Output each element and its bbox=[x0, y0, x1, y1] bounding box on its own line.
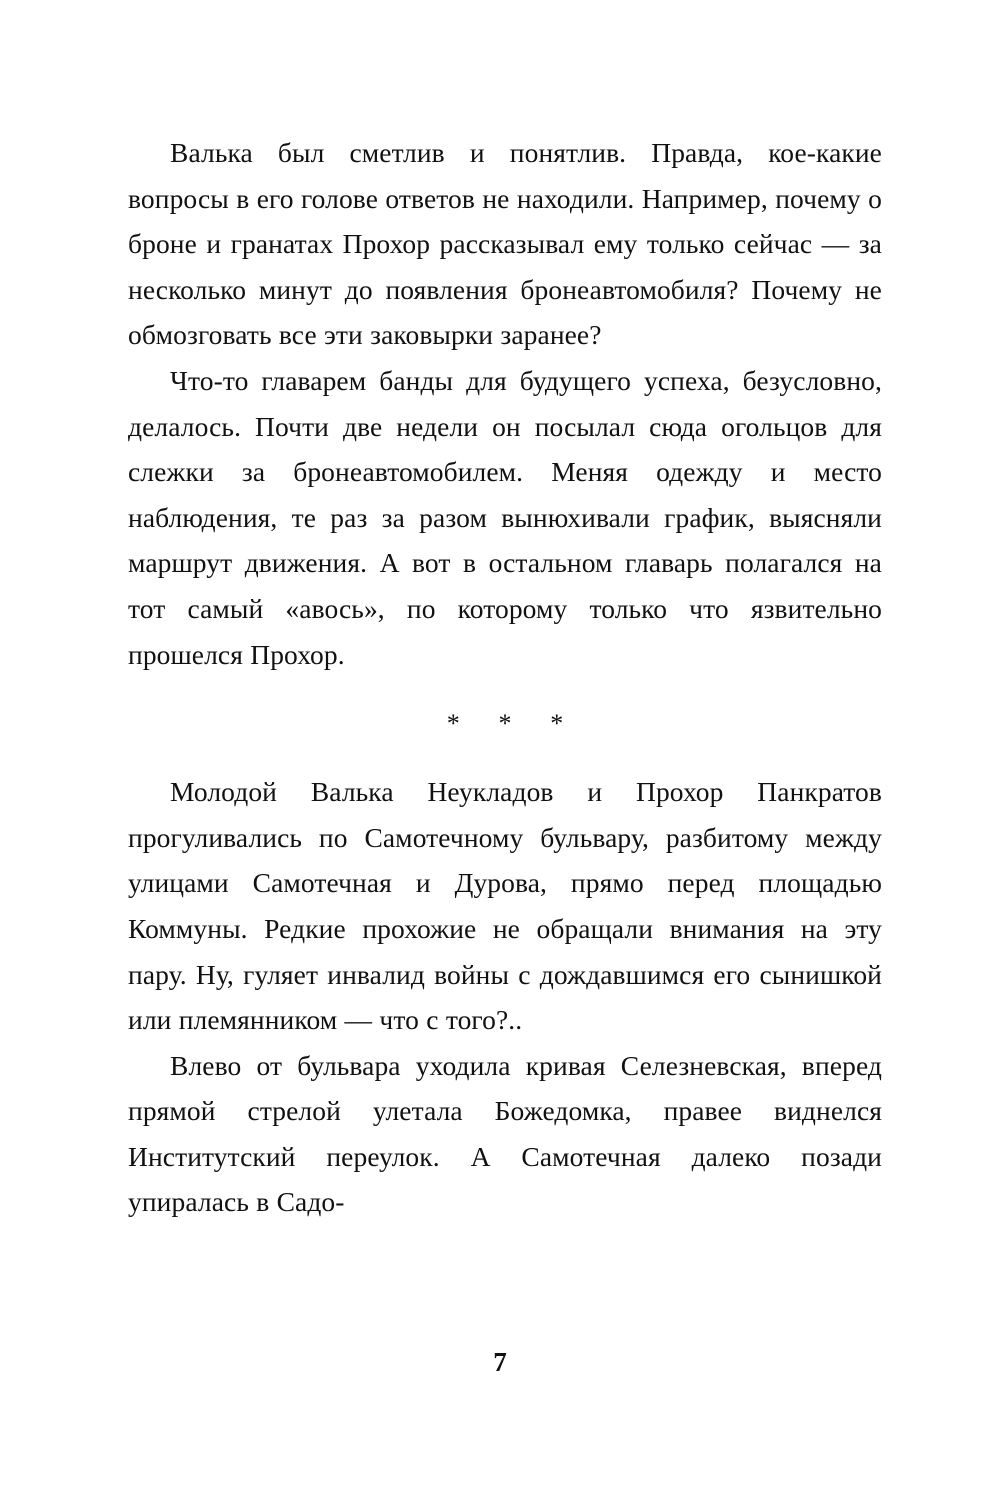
paragraph: Что-то главарем банды для будущего успеха, безусловно, делалось. Почти две недели он посылал сюда огольцов для слежки за бронеавтомобилем. Меняя одежду и место наблюдения, те раз за разом вынюхивали график, выясняли маршрут движения. А вот в остальном главарь полагался на тот самый «авось», по которому только что язвительно прошелся Прохор. bbox=[128, 364, 882, 670]
page-body bbox=[128, 130, 882, 1225]
paragraph: Молодой Валька Неукладов и Прохор Панкратов прогуливались по Самотечному бульвару, разбитому между улицами Самотечная и Дурова, прямо перед площадью Коммуны. Редкие прохожие не обращали внимания на эту пару. Ну, гуляет инвалид войны с дождавшимся его сынишкой или племянником — что с того?.. bbox=[128, 776, 882, 1036]
paragraph: Влево от бульвара уходила кривая Селезневская, вперед прямой стрелой улетала Божедомка, правее виднелся Институтский переулок. А Самотечная далеко позади упиралась в Садо- bbox=[128, 1049, 882, 1218]
paragraph: Валька был сметлив и понятлив. Правда, кое-какие вопросы в его голове ответов не находили. Например, почему о броне и гранатах Прохор рассказывал ему только сейчас — за несколько минут до появления бронеавтомобиля? Почему не обмозговать все эти заковырки заранее? bbox=[128, 137, 882, 351]
page-number: 7 bbox=[493, 1347, 507, 1377]
section-separator: * * * bbox=[446, 709, 580, 739]
